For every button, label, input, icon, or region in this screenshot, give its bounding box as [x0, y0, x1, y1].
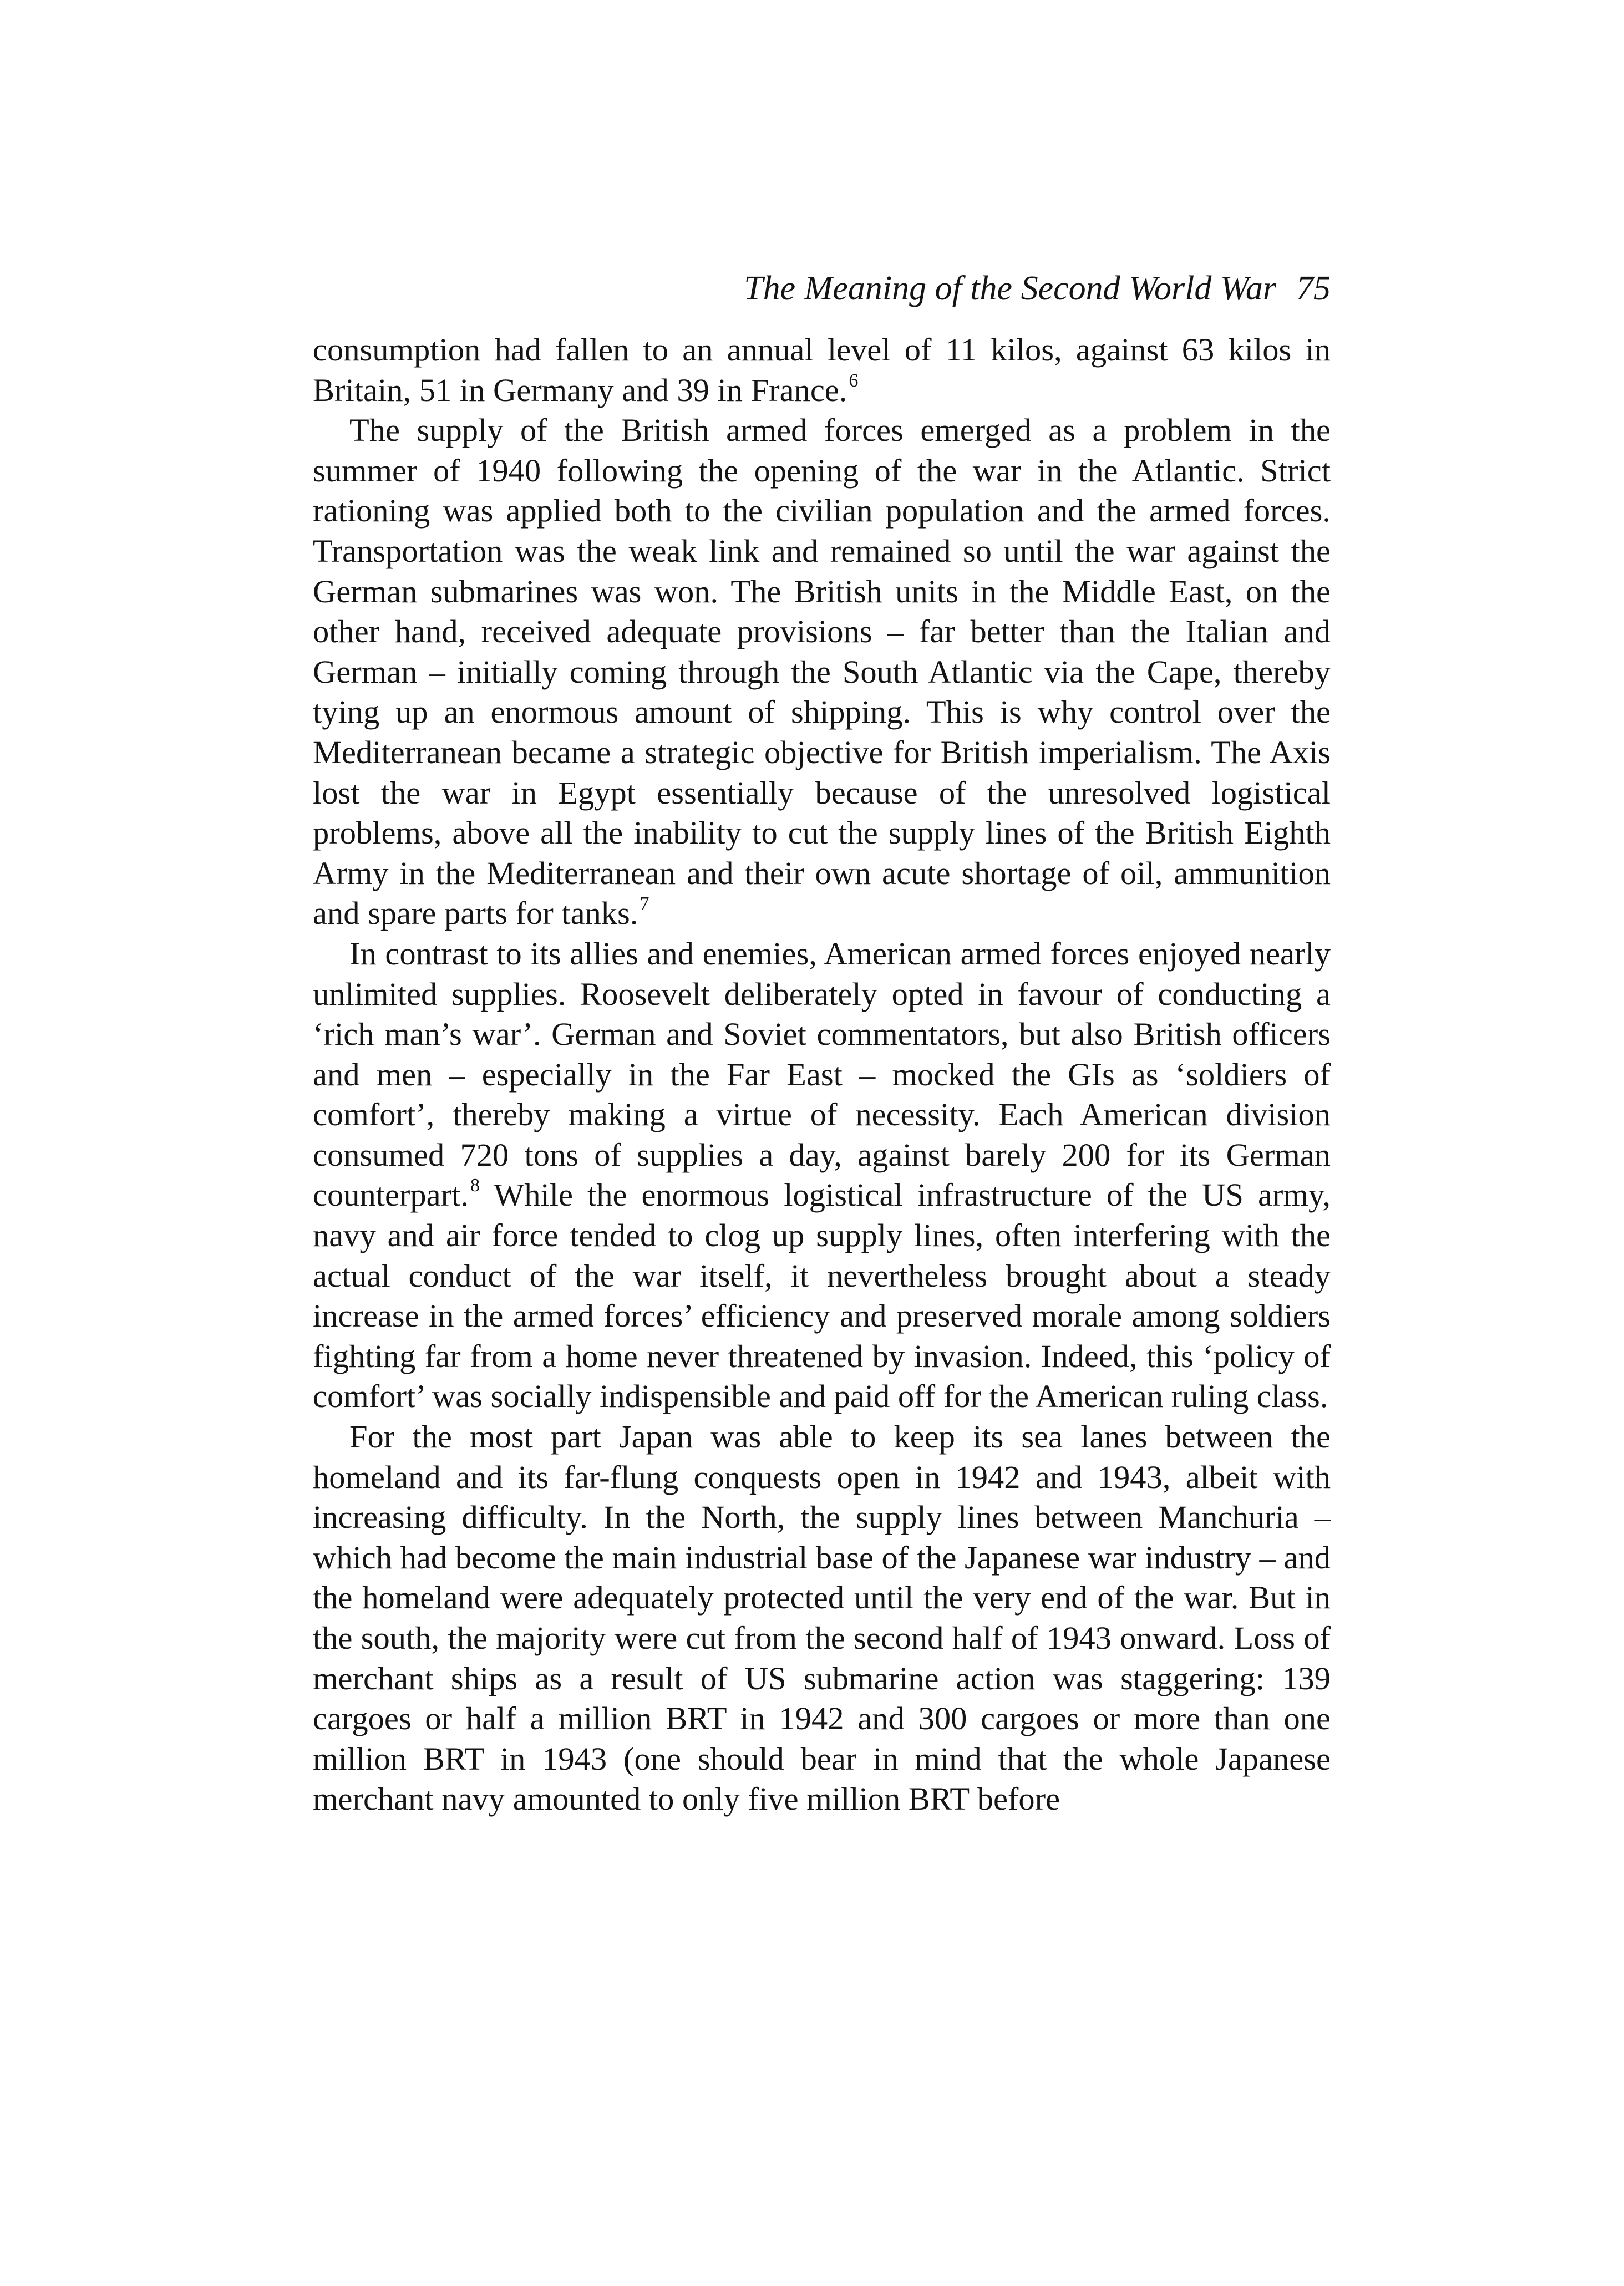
paragraph-3-text: In contrast to its allies and enemies, American armed forces enjoyed nearly unlimited supplies. Roosevelt deliberately opted in favour of conducting a ‘rich man’s war’. German and Soviet commentators, but also British officers and men – especially in the Far East – mocked the GIs as ‘soldiers of comfort’, thereby making a virtue of necessity. Each American division consumed 720 tons of supplies a day, against barely 200 for its German counterpart.	[313, 935, 1331, 1213]
paragraph-1-text: consumption had fallen to an annual level of 11 kilos, against 63 kilos in Britain, 51 in Germany and 39 in France.	[313, 332, 1331, 408]
running-head	[313, 266, 1331, 311]
paragraph-4-text: For the most part Japan was able to keep its sea lanes between the homeland and its far-flung conquests open in 1942 and 1943, albeit with increasing difficulty. In the North, the supply lines between Manchuria – which had become the main industrial base of the Japanese war industry – and the homeland were adequately protected until the very end of the war. But in the south, the majority were cut from the second half of 1943 onward. Loss of merchant ships as a result of US submarine action was staggering: 139 cargoes or half a million BRT in 1942 and 300 cargoes or more than one million BRT in 1943 (one should bear in mind that the whole Japanese merchant navy amounted to only five million BRT before	[313, 1419, 1331, 1817]
paragraph-2-text: The supply of the British armed forces emerged as a problem in the summer of 1940 following the opening of the war in the Atlantic. Strict rationing was applied both to the civilian population and the armed forces. Transportation was the weak link and remained so until the war against the German submarines was won. The British units in the Middle East, on the other hand, received adequate provisions – far better than the Italian and German – initially coming through the South Atlantic via the Cape, thereby tying up an enormous amount of shipping. This is why control over the Mediterranean became a strategic objective for British imperialism. The Axis lost the war in Egypt essentially because of the unresolved logistical problems, above all the inability to cut the supply lines of the British Eighth Army in the Mediterranean and their own acute shortage of oil, ammunition and spare parts for tanks.	[313, 412, 1331, 932]
page-number: 75	[1296, 270, 1331, 307]
paragraph-3-continuation: While the enormous logistical infrastructure of the US army, navy and air force tended to clog up supply lines, often interfering with the actual conduct of the war itself, it nevertheless brought about a steady increase in the armed forces’ efficiency and preserved morale among soldiers fighting far from a home never threatened by invasion. Indeed, this ‘policy of comfort’ was socially indispensible and paid off for the American ruling class.	[313, 1177, 1331, 1415]
paragraph-4	[313, 1417, 1331, 1820]
running-title: The Meaning of the Second World War	[744, 270, 1276, 307]
paragraph-3	[313, 934, 1331, 1417]
footnote-marker-7: 7	[640, 893, 649, 915]
paragraph-1	[313, 330, 1331, 410]
footnote-marker-6: 6	[849, 370, 859, 391]
body-text	[313, 330, 1331, 1820]
footnote-marker-8: 8	[470, 1175, 480, 1196]
paragraph-2	[313, 410, 1331, 934]
